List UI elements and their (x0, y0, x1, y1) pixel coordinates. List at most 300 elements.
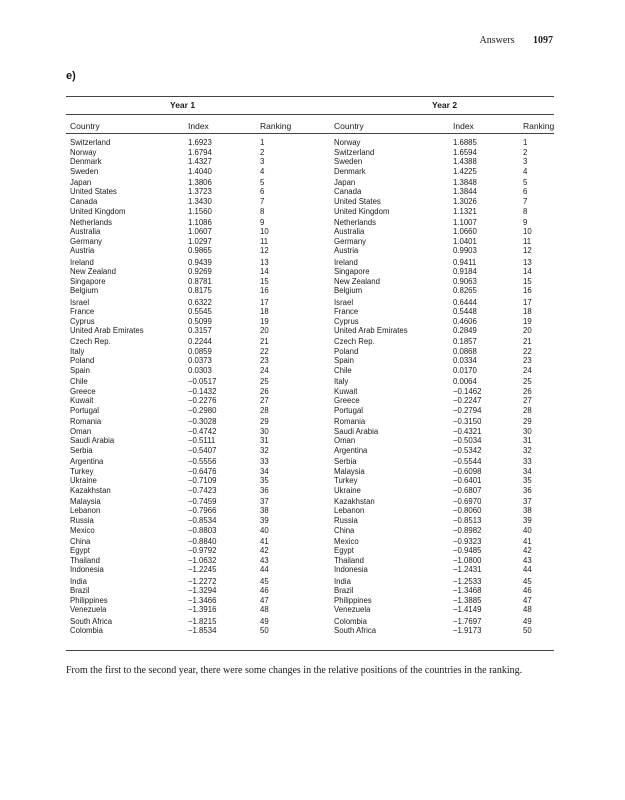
table-row (0, 167, 625, 177)
cell-ranking-year2: 21 (523, 337, 532, 347)
cell-country-year1: Spain (70, 366, 90, 376)
cell-index-year1: −0.2980 (188, 405, 217, 415)
table-row (0, 337, 625, 347)
cell-country-year1: Ukraine (70, 476, 97, 486)
cell-country-year1: Ireland (70, 257, 94, 267)
cell-ranking-year1: 2 (260, 147, 265, 157)
cell-ranking-year1: 33 (260, 457, 269, 466)
cell-country-year1: Kazakhstan (70, 485, 111, 495)
cell-index-year2: 0.0334 (453, 356, 477, 366)
table-row (0, 605, 625, 615)
cell-ranking-year2: 33 (523, 457, 532, 466)
cell-ranking-year1: 15 (260, 276, 269, 286)
cell-index-year1: −0.8534 (188, 515, 217, 525)
cell-country-year2: Cyprus (334, 316, 359, 326)
cell-country-year1: France (70, 307, 95, 317)
year1-label: Year 1 (170, 100, 196, 110)
cell-index-year1: 0.8175 (188, 286, 212, 296)
cell-ranking-year1: 30 (260, 426, 269, 436)
cell-country-year1: Belgium (70, 286, 99, 296)
table-row (0, 586, 625, 596)
cell-index-year2: 1.3848 (453, 177, 477, 187)
cell-country-year1: Australia (70, 227, 101, 237)
cell-country-year1: Egypt (70, 546, 90, 556)
table-row (0, 366, 625, 376)
cell-country-year1: Denmark (70, 157, 102, 167)
cell-ranking-year2: 36 (523, 485, 532, 495)
cell-index-year2: 0.2849 (453, 326, 477, 336)
cell-country-year1: Indonesia (70, 565, 104, 575)
cell-ranking-year1: 5 (260, 177, 265, 187)
cell-index-year2: 1.1321 (453, 206, 477, 216)
table-row (0, 347, 625, 357)
cell-country-year2: Romania (334, 417, 366, 427)
cell-index-year2: −1.0800 (453, 555, 482, 565)
cell-ranking-year2: 30 (523, 426, 532, 436)
cell-country-year2: Mexico (334, 536, 359, 546)
cell-country-year1: Lebanon (70, 506, 101, 516)
column-header-country-year1: Country (70, 121, 100, 131)
cell-index-year2: −0.6807 (453, 485, 482, 495)
cell-index-year1: −0.7423 (188, 485, 217, 495)
table-row (0, 526, 625, 536)
cell-country-year1: Germany (70, 236, 103, 246)
table-row (0, 148, 625, 158)
column-header-ranking-year2: Ranking (523, 121, 555, 131)
cell-ranking-year1: 45 (260, 576, 269, 586)
cell-index-year2: −0.4321 (453, 426, 482, 436)
table-row (0, 467, 625, 477)
table-row (0, 516, 625, 526)
part-label: e) (66, 70, 76, 82)
table-row (0, 277, 625, 287)
cell-country-year2: Oman (334, 436, 356, 446)
cell-country-year1: Russia (70, 515, 94, 525)
table-row (0, 486, 625, 496)
cell-index-year2: −1.7697 (453, 616, 482, 626)
table-row (0, 157, 625, 167)
cell-index-year1: 1.1086 (188, 217, 212, 227)
cell-country-year2: Greece (334, 396, 360, 406)
cell-index-year1: 0.0303 (188, 366, 212, 376)
cell-index-year2: 1.6594 (453, 147, 477, 157)
cell-index-year2: 0.9184 (453, 267, 477, 277)
table-row (0, 227, 625, 237)
cell-country-year1: Portugal (70, 405, 100, 415)
cell-country-year1: United Kingdom (70, 206, 126, 216)
cell-ranking-year2: 50 (523, 626, 532, 636)
table-row (0, 138, 625, 148)
cell-ranking-year2: 28 (523, 405, 532, 415)
cell-index-year2: −0.8060 (453, 506, 482, 516)
cell-country-year2: Lebanon (334, 506, 365, 516)
cell-ranking-year2: 24 (523, 366, 532, 376)
cell-index-year2: 0.0170 (453, 366, 477, 376)
table-row (0, 237, 625, 247)
cell-ranking-year2: 13 (523, 257, 532, 267)
table-row (0, 307, 625, 317)
table-row (0, 187, 625, 197)
cell-country-year2: France (334, 307, 359, 317)
table-row (0, 197, 625, 207)
table-row (0, 556, 625, 566)
cell-country-year2: South Africa (334, 626, 377, 636)
cell-country-year1: Philippines (70, 595, 108, 605)
cell-index-year2: 1.3844 (453, 187, 477, 197)
cell-ranking-year1: 39 (260, 515, 269, 525)
cell-country-year1: Argentina (70, 457, 104, 466)
cell-index-year2: 0.6444 (453, 297, 477, 307)
cell-ranking-year1: 38 (260, 506, 269, 516)
cell-ranking-year1: 28 (260, 405, 269, 415)
cell-index-year2: −1.3885 (453, 595, 482, 605)
cell-ranking-year2: 16 (523, 286, 532, 296)
cell-ranking-year2: 41 (523, 536, 532, 546)
cell-country-year1: Kuwait (70, 396, 94, 406)
cell-ranking-year2: 23 (523, 356, 532, 366)
cell-country-year1: Israel (70, 297, 90, 307)
table-row (0, 258, 625, 268)
cell-index-year1: −0.5556 (188, 457, 217, 466)
cell-ranking-year2: 49 (523, 616, 532, 626)
cell-index-year1: −0.7459 (188, 496, 217, 506)
cell-ranking-year1: 11 (260, 236, 269, 246)
cell-ranking-year2: 3 (523, 157, 528, 167)
cell-country-year1: Serbia (70, 445, 93, 455)
cell-ranking-year2: 42 (523, 546, 532, 556)
cell-ranking-year2: 8 (523, 206, 528, 216)
cell-country-year1: Saudi Arabia (70, 436, 115, 446)
cell-index-year1: −0.5111 (188, 436, 216, 446)
cell-index-year2: −1.3468 (453, 586, 482, 596)
cell-country-year2: Spain (334, 356, 354, 366)
cell-ranking-year2: 6 (523, 187, 528, 197)
cell-index-year1: 1.0607 (188, 227, 212, 237)
cell-index-year1: 1.4040 (188, 166, 212, 176)
cell-ranking-year1: 6 (260, 187, 265, 197)
year2-label: Year 2 (432, 100, 458, 110)
cell-ranking-year1: 12 (260, 246, 269, 256)
cell-index-year1: 1.3723 (188, 187, 212, 197)
cell-ranking-year1: 18 (260, 307, 269, 317)
column-header-ranking-year1: Ranking (260, 121, 292, 131)
column-header-index-year2: Index (453, 121, 474, 131)
cell-index-year2: −0.2247 (453, 396, 482, 406)
table-body (0, 138, 625, 636)
cell-ranking-year2: 10 (523, 227, 532, 237)
cell-ranking-year1: 37 (260, 496, 269, 506)
cell-index-year1: 1.3430 (188, 196, 212, 206)
cell-country-year1: Japan (70, 177, 92, 187)
cell-index-year1: −1.2245 (188, 565, 217, 575)
cell-ranking-year1: 24 (260, 366, 269, 376)
cell-country-year1: Czech Rep. (70, 337, 111, 347)
cell-index-year2: −1.2533 (453, 576, 482, 586)
table-bottom-rule (66, 650, 554, 651)
cell-index-year1: −1.8215 (188, 616, 217, 626)
cell-index-year1: 0.9269 (188, 267, 212, 277)
cell-index-year2: −0.8982 (453, 525, 482, 535)
cell-index-year1: 0.3157 (188, 326, 212, 336)
cell-country-year2: Austria (334, 246, 359, 256)
cell-index-year1: −0.0517 (188, 377, 217, 387)
cell-index-year2: −0.9323 (453, 536, 482, 546)
cell-country-year2: Venezuela (334, 605, 371, 615)
cell-country-year1: Poland (70, 356, 95, 366)
cell-country-year2: India (334, 576, 351, 586)
cell-ranking-year2: 4 (523, 166, 528, 176)
cell-country-year2: Kuwait (334, 386, 358, 396)
cell-ranking-year2: 48 (523, 605, 532, 615)
cell-index-year1: −1.3466 (188, 595, 217, 605)
running-head (480, 35, 554, 46)
cell-ranking-year1: 42 (260, 546, 269, 556)
table-top-rule (66, 96, 554, 97)
cell-index-year2: −1.4149 (453, 605, 482, 615)
cell-country-year2: Ukraine (334, 485, 361, 495)
cell-index-year2: −0.8513 (453, 515, 482, 525)
table-row (0, 577, 625, 587)
cell-country-year2: New Zealand (334, 276, 380, 286)
table-row (0, 218, 625, 228)
cell-country-year2: United States (334, 196, 381, 206)
cell-country-year2: Indonesia (334, 565, 368, 575)
cell-index-year2: −0.3150 (453, 417, 482, 427)
cell-country-year2: Brazil (334, 586, 354, 596)
cell-index-year1: 0.5545 (188, 307, 212, 317)
cell-ranking-year1: 29 (260, 417, 269, 427)
cell-country-year2: Turkey (334, 476, 358, 486)
cell-ranking-year2: 12 (523, 246, 532, 256)
cell-ranking-year1: 17 (260, 297, 269, 307)
column-header-rule (66, 133, 554, 134)
table-row (0, 546, 625, 556)
cell-ranking-year2: 44 (523, 565, 532, 575)
cell-index-year1: 1.3806 (188, 177, 212, 187)
cell-country-year2: Germany (334, 236, 367, 246)
cell-index-year2: 0.0868 (453, 346, 477, 356)
cell-ranking-year2: 14 (523, 267, 532, 277)
cell-country-year2: Portugal (334, 405, 364, 415)
cell-country-year1: Thailand (70, 555, 100, 565)
cell-country-year2: Thailand (334, 555, 364, 565)
cell-ranking-year1: 48 (260, 605, 269, 615)
cell-ranking-year1: 16 (260, 286, 269, 296)
page-number: 1097 (533, 35, 553, 46)
cell-index-year2: 0.1857 (453, 337, 477, 347)
cell-country-year2: Saudi Arabia (334, 426, 379, 436)
cell-country-year1: Singapore (70, 276, 106, 286)
cell-country-year1: Oman (70, 426, 92, 436)
table-row (0, 406, 625, 416)
cell-country-year1: Malaysia (70, 496, 101, 506)
cell-index-year2: 0.9411 (453, 257, 477, 267)
cell-ranking-year2: 29 (523, 417, 532, 427)
table-row (0, 476, 625, 486)
table-row (0, 246, 625, 256)
cell-ranking-year1: 46 (260, 586, 269, 596)
cell-index-year2: 0.9903 (453, 246, 477, 256)
cell-ranking-year1: 49 (260, 616, 269, 626)
running-head-title: Answers (479, 35, 515, 46)
cell-index-year2: −0.6098 (453, 466, 482, 476)
cell-index-year1: −0.8840 (188, 536, 217, 546)
cell-country-year2: Italy (334, 377, 349, 387)
cell-index-year1: 0.6322 (188, 297, 212, 307)
cell-country-year1: South Africa (70, 616, 113, 626)
cell-index-year1: 1.6794 (188, 147, 212, 157)
cell-index-year1: −1.3294 (188, 586, 217, 596)
cell-index-year1: 1.6923 (188, 138, 212, 147)
cell-country-year1: Brazil (70, 586, 90, 596)
cell-ranking-year2: 26 (523, 386, 532, 396)
cell-ranking-year1: 4 (260, 166, 265, 176)
cell-country-year2: Philippines (334, 595, 372, 605)
cell-index-year1: 1.1560 (188, 206, 212, 216)
cell-index-year2: −1.9173 (453, 626, 482, 636)
cell-ranking-year2: 19 (523, 316, 532, 326)
cell-index-year1: −0.7109 (188, 476, 217, 486)
cell-ranking-year2: 7 (523, 196, 528, 206)
cell-index-year2: −0.9485 (453, 546, 482, 556)
cell-ranking-year1: 31 (260, 436, 269, 446)
cell-country-year2: Switzerland (334, 147, 375, 157)
year-header-rule (66, 114, 554, 115)
cell-ranking-year1: 44 (260, 565, 269, 575)
table-row (0, 617, 625, 627)
cell-index-year2: −0.6401 (453, 476, 482, 486)
cell-index-year2: 0.0064 (453, 377, 477, 387)
cell-country-year2: Chile (334, 366, 352, 376)
cell-ranking-year1: 25 (260, 377, 269, 387)
cell-ranking-year2: 20 (523, 326, 532, 336)
cell-ranking-year2: 9 (523, 217, 528, 227)
cell-country-year2: China (334, 525, 355, 535)
cell-country-year2: Argentina (334, 445, 368, 455)
cell-ranking-year2: 37 (523, 496, 532, 506)
cell-country-year2: Belgium (334, 286, 363, 296)
table-row (0, 596, 625, 606)
cell-ranking-year1: 35 (260, 476, 269, 486)
cell-index-year1: −0.4742 (188, 426, 217, 436)
cell-country-year1: Chile (70, 377, 88, 387)
table-row (0, 267, 625, 277)
cell-country-year2: Japan (334, 177, 356, 187)
cell-country-year2: Norway (334, 138, 361, 147)
cell-ranking-year1: 26 (260, 386, 269, 396)
cell-index-year1: −1.3916 (188, 605, 217, 615)
cell-ranking-year1: 36 (260, 485, 269, 495)
cell-ranking-year1: 47 (260, 595, 269, 605)
cell-ranking-year1: 34 (260, 466, 269, 476)
cell-ranking-year1: 1 (260, 138, 265, 147)
cell-country-year1: United Arab Emirates (70, 326, 144, 336)
cell-ranking-year1: 41 (260, 536, 269, 546)
cell-ranking-year2: 32 (523, 445, 532, 455)
cell-country-year1: Turkey (70, 466, 94, 476)
cell-index-year2: −0.5544 (453, 457, 482, 466)
cell-country-year1: New Zealand (70, 267, 116, 277)
cell-ranking-year1: 7 (260, 196, 265, 206)
cell-index-year2: 0.8265 (453, 286, 477, 296)
cell-ranking-year2: 15 (523, 276, 532, 286)
cell-ranking-year1: 40 (260, 525, 269, 535)
cell-index-year1: 0.8781 (188, 276, 212, 286)
table-row (0, 506, 625, 516)
cell-index-year1: −0.3028 (188, 417, 217, 427)
cell-ranking-year2: 34 (523, 466, 532, 476)
cell-index-year1: 0.0859 (188, 346, 212, 356)
cell-ranking-year1: 27 (260, 396, 269, 406)
table-row (0, 537, 625, 547)
cell-index-year2: 1.3026 (453, 196, 477, 206)
cell-ranking-year2: 27 (523, 396, 532, 406)
cell-ranking-year2: 18 (523, 307, 532, 317)
table-row (0, 326, 625, 336)
cell-index-year1: 1.4327 (188, 157, 212, 167)
cell-index-year1: 0.0373 (188, 356, 212, 366)
cell-country-year2: Russia (334, 515, 358, 525)
cell-index-year2: 0.9063 (453, 276, 477, 286)
table-row (0, 356, 625, 366)
table-row (0, 417, 625, 427)
cell-index-year2: −0.5034 (453, 436, 482, 446)
cell-ranking-year1: 19 (260, 316, 269, 326)
cell-index-year2: 1.1007 (453, 217, 477, 227)
cell-ranking-year2: 40 (523, 525, 532, 535)
cell-ranking-year2: 2 (523, 147, 528, 157)
cell-country-year2: Sweden (334, 157, 363, 167)
column-header-country-year2: Country (334, 121, 364, 131)
table-row (0, 565, 625, 575)
table-row (0, 457, 625, 467)
table-row (0, 396, 625, 406)
cell-index-year1: −0.5407 (188, 445, 217, 455)
cell-ranking-year2: 43 (523, 555, 532, 565)
cell-country-year1: United States (70, 187, 117, 197)
cell-index-year1: −0.8803 (188, 525, 217, 535)
cell-index-year1: −1.0632 (188, 555, 217, 565)
table-row (0, 207, 625, 217)
cell-ranking-year1: 10 (260, 227, 269, 237)
cell-country-year2: Kazakhstan (334, 496, 375, 506)
table-row (0, 317, 625, 327)
cell-ranking-year1: 9 (260, 217, 265, 227)
cell-ranking-year1: 13 (260, 257, 269, 267)
cell-country-year1: Colombia (70, 626, 103, 636)
closing-paragraph: From the first to the second year, there were some changes in the relative positions of the countries in the ranking. (66, 665, 523, 676)
cell-country-year2: Singapore (334, 267, 370, 277)
cell-ranking-year1: 32 (260, 445, 269, 455)
cell-index-year1: 0.9865 (188, 246, 212, 256)
cell-country-year2: Australia (334, 227, 365, 237)
cell-index-year2: −0.5342 (453, 445, 482, 455)
cell-country-year1: Mexico (70, 525, 95, 535)
cell-index-year1: 0.5099 (188, 316, 212, 326)
cell-ranking-year2: 45 (523, 576, 532, 586)
cell-index-year1: −0.2276 (188, 396, 217, 406)
cell-country-year2: Poland (334, 346, 359, 356)
cell-country-year1: Sweden (70, 166, 99, 176)
cell-index-year1: −0.6476 (188, 466, 217, 476)
cell-ranking-year2: 39 (523, 515, 532, 525)
table-row (0, 626, 625, 636)
cell-ranking-year1: 22 (260, 346, 269, 356)
cell-index-year2: 1.4225 (453, 166, 477, 176)
cell-index-year1: −0.9792 (188, 546, 217, 556)
cell-index-year2: 1.4388 (453, 157, 477, 167)
cell-country-year2: Czech Rep. (334, 337, 375, 347)
